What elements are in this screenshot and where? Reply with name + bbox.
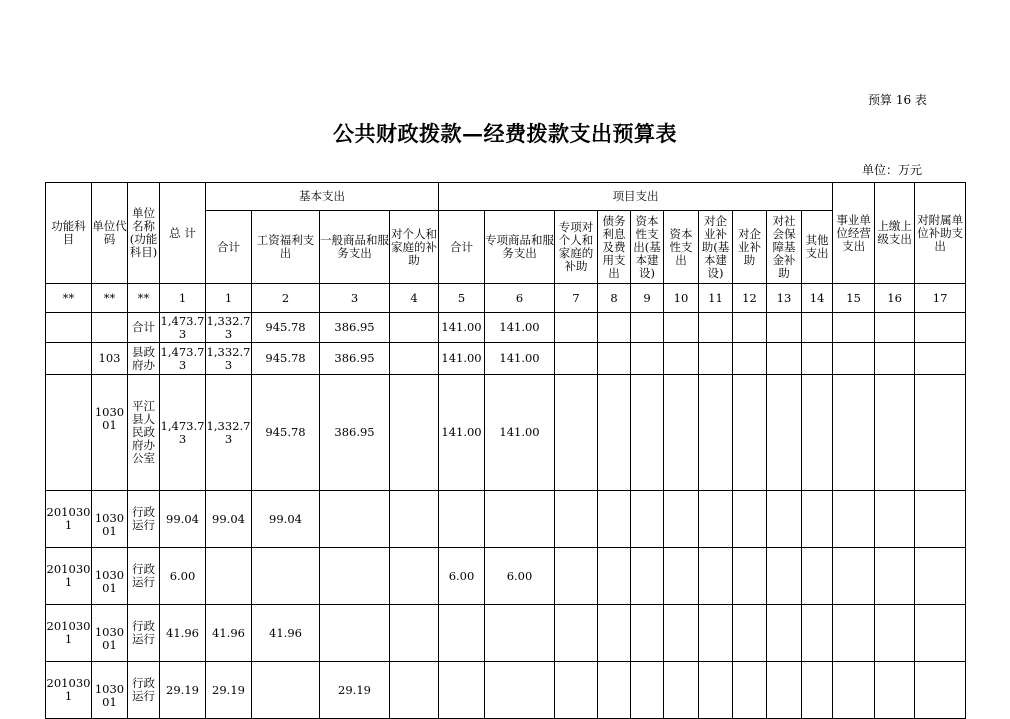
- cell-name: 合计: [128, 313, 160, 343]
- cell-total: 41.96: [160, 605, 206, 662]
- cell-empty: [555, 375, 598, 491]
- cell-empty: [664, 491, 699, 548]
- cell-basic-total: 1,332.73: [206, 343, 252, 375]
- cell-empty: [875, 375, 915, 491]
- index-cell: 2: [252, 284, 320, 313]
- col-proj-goods: 专项商品和服务支出: [485, 211, 555, 284]
- cell-empty: [802, 605, 833, 662]
- cell-empty: [915, 375, 966, 491]
- cell-empty: [555, 313, 598, 343]
- cell-empty: [555, 491, 598, 548]
- cell-proj-total: [439, 662, 485, 719]
- cell-basic-goods: [320, 605, 390, 662]
- cell-proj-goods: 141.00: [485, 313, 555, 343]
- cell-basic-wages: 945.78: [252, 343, 320, 375]
- cell-empty: [802, 313, 833, 343]
- col-func-code: 功能科目: [46, 183, 92, 284]
- cell-basic-wages: 41.96: [252, 605, 320, 662]
- cell-name: 行政运行: [128, 548, 160, 605]
- index-cell: 1: [206, 284, 252, 313]
- cell-empty: [598, 375, 631, 491]
- cell-empty: [699, 548, 733, 605]
- index-cell: 1: [160, 284, 206, 313]
- table-row: [46, 343, 966, 375]
- cell-empty: [598, 491, 631, 548]
- cell-empty: [802, 491, 833, 548]
- cell-unit: 103001: [92, 491, 128, 548]
- cell-empty: [631, 662, 664, 719]
- cell-name: 县政府办: [128, 343, 160, 375]
- cell-proj-total: 141.00: [439, 343, 485, 375]
- cell-empty: [915, 605, 966, 662]
- cell-basic-goods: 386.95: [320, 313, 390, 343]
- cell-func: 2010301: [46, 548, 92, 605]
- cell-empty: [802, 375, 833, 491]
- cell-empty: [555, 343, 598, 375]
- cell-empty: [833, 491, 875, 548]
- cell-func: [46, 313, 92, 343]
- cell-empty: [833, 343, 875, 375]
- cell-empty: [631, 343, 664, 375]
- cell-proj-goods: [485, 491, 555, 548]
- cell-empty: [802, 662, 833, 719]
- cell-proj-goods: [485, 662, 555, 719]
- col-proj-ent-build: 对企业补助(基本建设): [699, 211, 733, 284]
- cell-empty: [699, 662, 733, 719]
- cell-empty: [390, 662, 439, 719]
- cell-basic-goods: 29.19: [320, 662, 390, 719]
- form-number: 预算 16 表: [868, 93, 927, 107]
- cell-unit: 103001: [92, 662, 128, 719]
- cell-total: 99.04: [160, 491, 206, 548]
- cell-empty: [598, 662, 631, 719]
- cell-basic-wages: 945.78: [252, 313, 320, 343]
- cell-basic-wages: [252, 548, 320, 605]
- cell-empty: [631, 548, 664, 605]
- cell-name: 行政运行: [128, 491, 160, 548]
- cell-empty: [631, 605, 664, 662]
- cell-empty: [390, 491, 439, 548]
- col-proj-ent: 对企业补助: [733, 211, 767, 284]
- cell-basic-total: [206, 548, 252, 605]
- cell-empty: [875, 343, 915, 375]
- cell-empty: [875, 313, 915, 343]
- cell-empty: [598, 548, 631, 605]
- col-proj-total: 合计: [439, 211, 485, 284]
- table-row: [46, 548, 966, 605]
- cell-empty: [833, 605, 875, 662]
- cell-basic-goods: [320, 548, 390, 605]
- cell-unit: 103: [92, 343, 128, 375]
- index-cell: 13: [767, 284, 802, 313]
- table-row: [46, 605, 966, 662]
- cell-total: 6.00: [160, 548, 206, 605]
- index-cell: 3: [320, 284, 390, 313]
- index-cell: 11: [699, 284, 733, 313]
- index-cell: **: [46, 284, 92, 313]
- cell-empty: [875, 548, 915, 605]
- cell-empty: [733, 491, 767, 548]
- cell-empty: [699, 313, 733, 343]
- cell-empty: [390, 548, 439, 605]
- col-unit-name: 单位名称(功能科目): [128, 183, 160, 284]
- cell-func: 2010301: [46, 605, 92, 662]
- cell-empty: [555, 605, 598, 662]
- cell-empty: [664, 548, 699, 605]
- cell-empty: [915, 313, 966, 343]
- col-total: 总 计: [160, 183, 206, 284]
- cell-basic-goods: [320, 491, 390, 548]
- cell-empty: [833, 662, 875, 719]
- cell-name: 行政运行: [128, 605, 160, 662]
- cell-func: [46, 343, 92, 375]
- cell-empty: [631, 375, 664, 491]
- unit-label: 单位：万元: [862, 163, 923, 177]
- table-row: [46, 313, 966, 343]
- cell-empty: [915, 548, 966, 605]
- index-cell: **: [92, 284, 128, 313]
- cell-func: 2010301: [46, 662, 92, 719]
- cell-func: [46, 375, 92, 491]
- cell-name: 平江县人民政府办公室: [128, 375, 160, 491]
- cell-empty: [915, 491, 966, 548]
- cell-total: 29.19: [160, 662, 206, 719]
- cell-empty: [555, 662, 598, 719]
- cell-empty: [390, 343, 439, 375]
- col-upper: 上缴上级支出: [875, 183, 915, 284]
- col-proj-social: 对社会保障基金补助: [767, 211, 802, 284]
- col-basic-goods: 一般商品和服务支出: [320, 211, 390, 284]
- cell-empty: [733, 375, 767, 491]
- cell-empty: [555, 548, 598, 605]
- col-proj-capital-build: 资本性支出(基本建设): [631, 211, 664, 284]
- cell-unit: 103001: [92, 605, 128, 662]
- index-cell: 6: [485, 284, 555, 313]
- col-basic-wages: 工资福利支出: [252, 211, 320, 284]
- cell-total: 1,473.73: [160, 343, 206, 375]
- col-basic-total: 合计: [206, 211, 252, 284]
- col-group-project: 项目支出: [439, 183, 833, 211]
- index-cell: 7: [555, 284, 598, 313]
- index-cell: 14: [802, 284, 833, 313]
- index-row: [46, 284, 966, 313]
- cell-empty: [833, 313, 875, 343]
- cell-empty: [664, 662, 699, 719]
- cell-empty: [390, 313, 439, 343]
- cell-empty: [733, 343, 767, 375]
- cell-empty: [631, 313, 664, 343]
- cell-basic-total: 1,332.73: [206, 313, 251, 341]
- cell-basic-total: 29.19: [206, 662, 252, 719]
- index-cell: 16: [875, 284, 915, 313]
- col-proj-other: 其他支出: [802, 211, 833, 284]
- cell-proj-goods: 6.00: [485, 548, 555, 605]
- table-row: [46, 491, 966, 548]
- cell-unit: 103001: [92, 375, 128, 491]
- cell-basic-total: 99.04: [206, 491, 252, 548]
- cell-basic-total: 41.96: [206, 605, 252, 662]
- cell-proj-goods: 141.00: [485, 375, 555, 491]
- cell-empty: [875, 662, 915, 719]
- cell-empty: [915, 343, 966, 375]
- cell-name: 行政运行: [128, 662, 160, 719]
- cell-basic-goods: 386.95: [320, 343, 390, 375]
- cell-empty: [767, 375, 802, 491]
- cell-empty: [390, 605, 439, 662]
- cell-empty: [733, 313, 767, 343]
- cell-empty: [802, 548, 833, 605]
- cell-empty: [733, 548, 767, 605]
- cell-proj-total: 6.00: [439, 548, 485, 605]
- col-group-basic: 基本支出: [206, 183, 439, 211]
- index-cell: 12: [733, 284, 767, 313]
- cell-empty: [833, 375, 875, 491]
- cell-basic-wages: 945.78: [252, 375, 320, 491]
- cell-empty: [767, 605, 802, 662]
- cell-empty: [664, 375, 699, 491]
- cell-basic-wages: 99.04: [252, 491, 320, 548]
- cell-empty: [767, 343, 802, 375]
- table-row: [46, 375, 966, 491]
- col-basic-family: 对个人和家庭的补助: [390, 211, 439, 284]
- header-row-groups: [46, 183, 966, 211]
- cell-basic-goods: 386.95: [320, 375, 390, 491]
- cell-proj-total: 141.00: [439, 313, 485, 343]
- cell-proj-total: 141.00: [439, 375, 485, 491]
- cell-empty: [699, 375, 733, 491]
- cell-empty: [915, 662, 966, 719]
- col-proj-debt: 债务利息及费用支出: [598, 211, 631, 284]
- cell-empty: [699, 491, 733, 548]
- col-affiliated: 对附属单位补助支出: [915, 183, 966, 284]
- cell-unit: 103001: [92, 548, 128, 605]
- cell-total: 1,473.73: [160, 313, 205, 341]
- cell-empty: [875, 605, 915, 662]
- table-row: [46, 662, 966, 719]
- cell-empty: [664, 605, 699, 662]
- cell-basic-wages: [252, 662, 320, 719]
- cell-empty: [733, 605, 767, 662]
- page-title: 公共财政拨款—经费拨款支出预算表: [333, 121, 677, 146]
- index-cell: 10: [664, 284, 699, 313]
- col-business: 事业单位经营支出: [833, 183, 875, 284]
- index-cell: 15: [833, 284, 875, 313]
- cell-proj-total: [439, 605, 485, 662]
- cell-proj-goods: [485, 605, 555, 662]
- index-cell: 17: [915, 284, 966, 313]
- cell-basic-total: 1,332.73: [206, 375, 252, 491]
- cell-proj-total: [439, 491, 485, 548]
- index-cell: 8: [598, 284, 631, 313]
- cell-empty: [631, 491, 664, 548]
- col-unit-code: 单位代码: [92, 183, 128, 284]
- cell-empty: [802, 343, 833, 375]
- cell-empty: [699, 343, 733, 375]
- cell-empty: [733, 662, 767, 719]
- cell-total: 1,473.73: [160, 375, 206, 491]
- index-cell: 5: [439, 284, 485, 313]
- cell-empty: [767, 662, 802, 719]
- budget-table: [45, 182, 966, 719]
- cell-empty: [699, 605, 733, 662]
- cell-empty: [390, 375, 439, 491]
- cell-proj-goods: 141.00: [485, 343, 555, 375]
- index-cell: 4: [390, 284, 439, 313]
- index-cell: **: [128, 284, 160, 313]
- cell-empty: [598, 313, 631, 343]
- col-proj-capital: 资本性支出: [664, 211, 699, 284]
- col-proj-family: 专项对个人和家庭的补助: [555, 211, 598, 284]
- cell-empty: [598, 605, 631, 662]
- cell-empty: [664, 313, 699, 343]
- cell-empty: [833, 548, 875, 605]
- cell-empty: [598, 343, 631, 375]
- cell-unit: [92, 313, 128, 343]
- index-cell: 9: [631, 284, 664, 313]
- cell-empty: [767, 313, 802, 343]
- cell-empty: [875, 491, 915, 548]
- cell-empty: [767, 491, 802, 548]
- cell-empty: [767, 548, 802, 605]
- cell-empty: [664, 343, 699, 375]
- cell-func: 2010301: [46, 491, 92, 548]
